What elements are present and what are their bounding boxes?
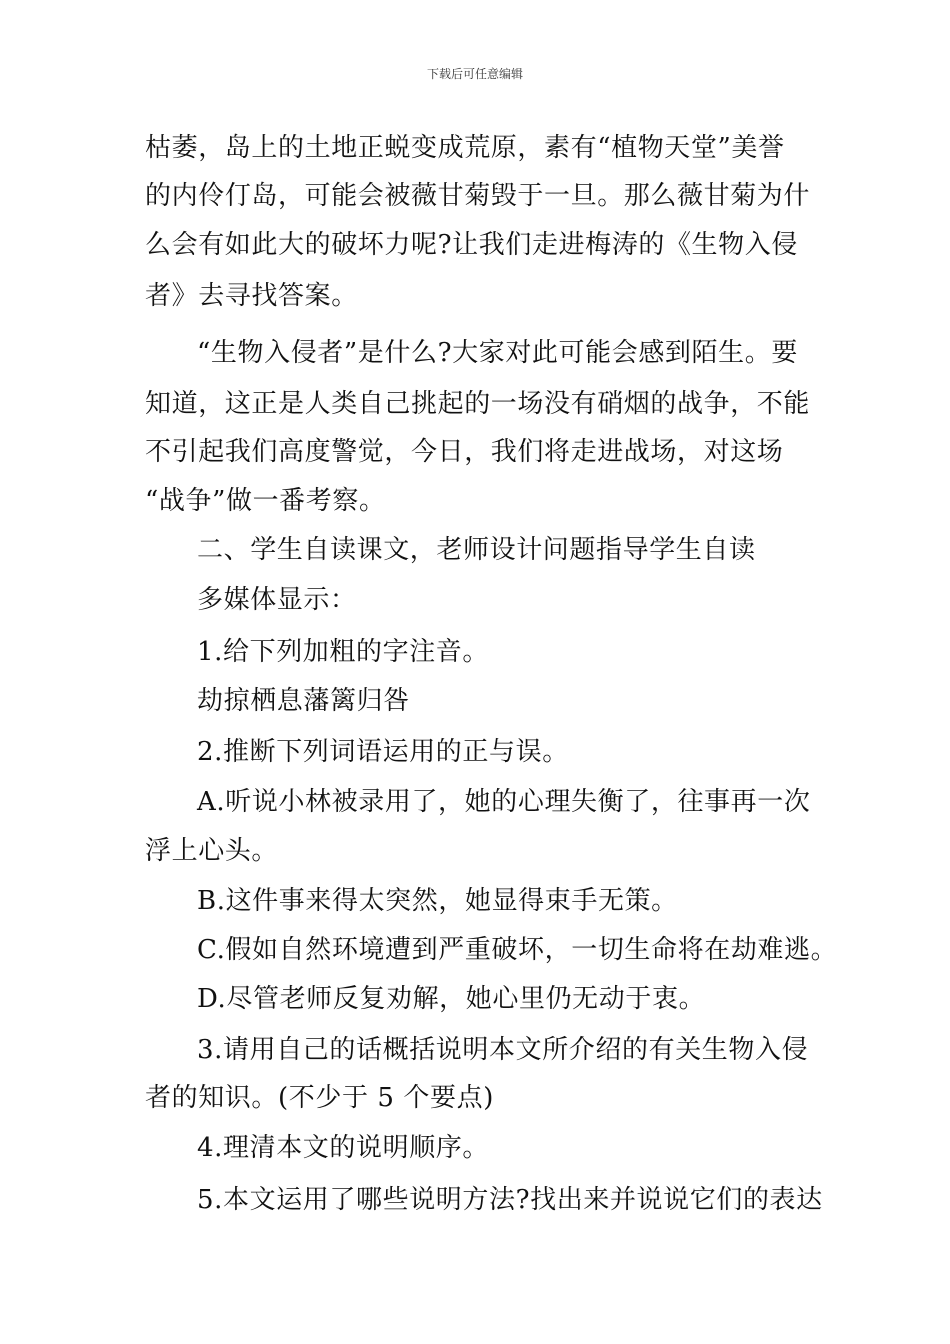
option-item: B.这件事来得太突然，她显得束手无策。 (197, 886, 678, 916)
text-line: 浮上心头。 (145, 836, 279, 866)
text-line: 么会有如此大的破坏力呢?让我们走进梅涛的《生物入侵 (145, 230, 798, 260)
text-line: 者的知识。(不少于 5 个要点) (145, 1083, 494, 1113)
option-item: D.尽管老师反复劝解，她心里仍无动于衷。 (197, 984, 706, 1014)
option-item: A.听说小林被录用了，她的心理失衡了，往事再一次 (197, 787, 811, 817)
section-heading: 二、学生自读课文，老师设计问题指导学生自读 (197, 535, 756, 565)
question-item: 4.理清本文的说明顺序。 (197, 1133, 490, 1163)
text-line: “生物入侵者”是什么?大家对此可能会感到陌生。要 (197, 338, 798, 368)
text-line: 不引起我们高度警觉，今日，我们将走进战场，对这场 (145, 437, 784, 467)
text-line: 劫掠栖息藩篱归咎 (197, 686, 410, 716)
text-line: 的内伶仃岛，可能会被薇甘菊毁于一旦。那么薇甘菊为什 (145, 181, 811, 211)
question-item: 5.本文运用了哪些说明方法?找出来并说说它们的表达 (197, 1185, 823, 1215)
question-item: 2.推断下列词语运用的正与误。 (197, 737, 569, 767)
option-item: C.假如自然环境遭到严重破坏，一切生命将在劫难逃。 (197, 935, 838, 965)
text-line: 者》去寻找答案。 (145, 281, 358, 311)
text-line: 知道，这正是人类自己挑起的一场没有硝烟的战争，不能 (145, 389, 811, 419)
text-line: “战争”做一番考察。 (145, 486, 386, 516)
question-item: 1.给下列加粗的字注音。 (197, 637, 490, 667)
text-line: 枯萎，岛上的土地正蜕变成荒原，素有“植物天堂”美誉 (145, 133, 785, 163)
page-header: 下载后可任意编辑 (426, 67, 523, 81)
question-item: 3.请用自己的话概括说明本文所介绍的有关生物入侵 (197, 1035, 809, 1065)
text-line: 多媒体显示： (197, 585, 357, 615)
